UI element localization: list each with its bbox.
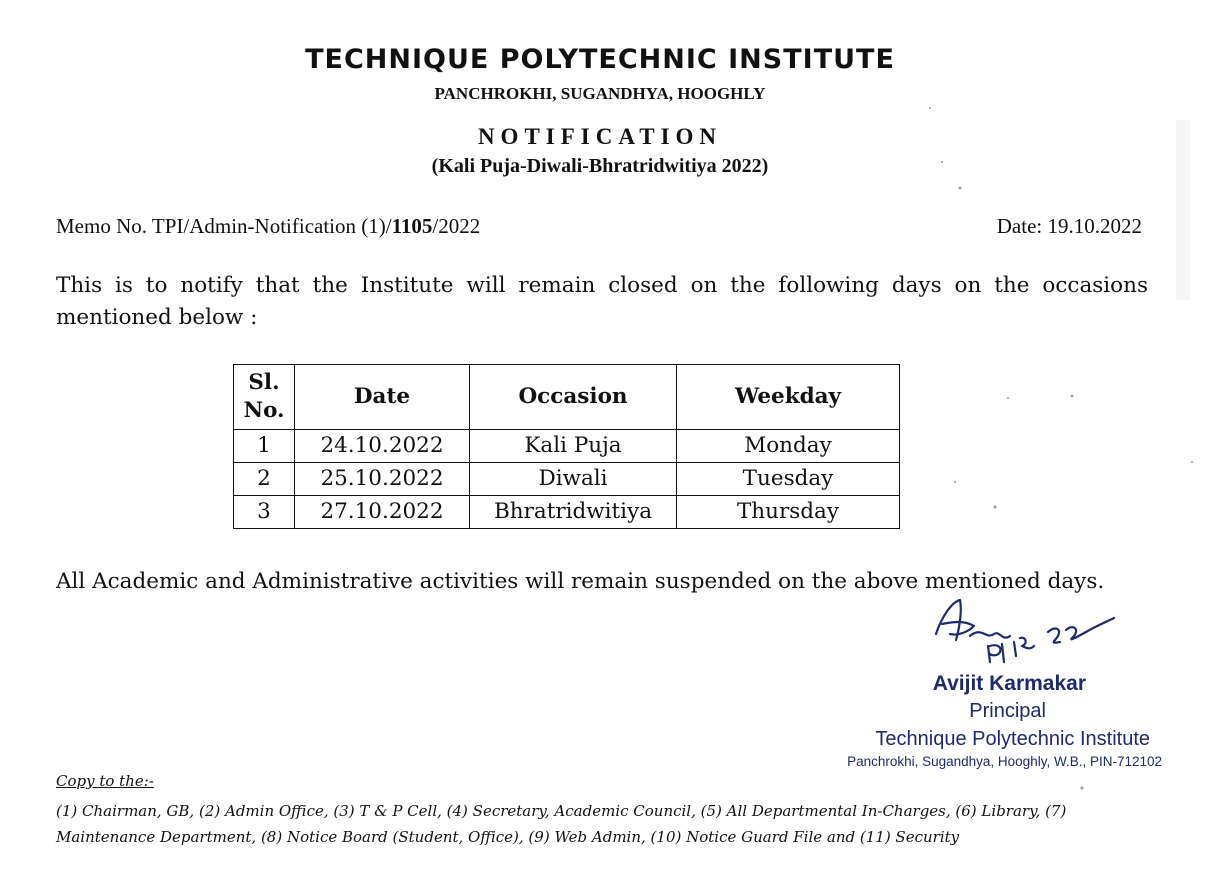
header-weekday: Weekday <box>677 365 900 430</box>
signatory-name: Avijit Karmakar <box>932 672 1086 695</box>
signatory-address: Panchrokhi, Sugandhya, Hooghly, W.B., PIN-712102 <box>847 754 1162 769</box>
memo-serial: 1105 <box>391 214 433 238</box>
cell-occasion: Diwali <box>470 463 677 496</box>
header-sl-no: Sl. No. <box>234 365 295 430</box>
cell-date: 25.10.2022 <box>295 463 470 496</box>
cell-sl-no: 1 <box>234 430 295 463</box>
header-occasion: Occasion <box>470 365 677 430</box>
intro-paragraph: This is to notify that the Institute will remain closed on the following days on the occasions mentioned below : <box>56 273 1148 330</box>
cell-occasion: Bhratridwitiya <box>470 496 677 529</box>
memo-suffix: /2022 <box>432 214 481 238</box>
cell-occasion: Kali Puja <box>470 430 677 463</box>
header-date: Date <box>295 365 470 430</box>
cell-date: 24.10.2022 <box>295 430 470 463</box>
cell-sl-no: 3 <box>234 496 295 529</box>
copy-to-heading: Copy to the:- <box>56 772 154 790</box>
signatory-designation: Principal <box>969 700 1046 722</box>
notification-title: NOTIFICATION <box>477 124 723 149</box>
copy-to-list: (1) Chairman, GB, (2) Admin Office, (3) T & P Cell, (4) Secretary, Academic Council, (5) All Departmental In-Charges, (6) Library, (7) Maintenance Department, (8) Notice Board (Student, Office), (9) Web Admin, (10) Notice Guard File and (11) Security <box>56 802 1067 846</box>
notification-subtitle: (Kali Puja-Diwali-Bhratridwitiya 2022) <box>431 155 769 177</box>
cell-sl-no: 2 <box>234 463 295 496</box>
cell-weekday: Thursday <box>677 496 900 529</box>
cell-date: 27.10.2022 <box>295 496 470 529</box>
signatory-institute: Technique Polytechnic Institute <box>875 728 1150 750</box>
institute-address: PANCHROKHI, SUGANDHYA, HOOGHLY <box>434 84 766 103</box>
closing-paragraph: All Academic and Administrative activities will remain suspended on the above mentioned days. <box>56 569 1105 594</box>
cell-weekday: Monday <box>677 430 900 463</box>
institute-name: TECHNIQUE POLYTECHNIC INSTITUTE <box>305 44 895 75</box>
cell-weekday: Tuesday <box>677 463 900 496</box>
memo-prefix: Memo No. TPI/Admin-Notification (1)/ <box>56 214 392 238</box>
memo-date: Date: 19.10.2022 <box>996 214 1142 238</box>
